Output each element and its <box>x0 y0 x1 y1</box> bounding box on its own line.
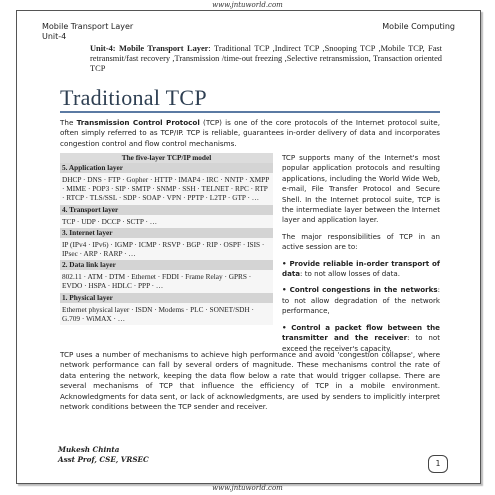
layer-heading: 2. Data link layer <box>60 260 273 270</box>
responsibility-title: • Control congestions in the networks <box>282 285 438 295</box>
mechanisms-paragraph: TCP uses a number of mechanisms to achieve high performance and avoid 'congestion collapse', where network performance can fall by several orders of magnitude. These mechanisms control the rate of data entering the network, keeping the data flow below a rate that would trigger collapse. There are several mechanisms of TCP that influence the efficiency of TCP in a mobile environment. Acknowledgments for data sent, or lack of acknowledgments, are used by senders to implicitly interpret network conditions between the TCP sender and receiver. <box>60 350 440 412</box>
layer-protocols: Ethernet physical layer · ISDN · Modems · PLC · SONET/SDH · G.709 · WiMAX · … <box>60 303 273 325</box>
responsibility-title: • Control a packet flow between the transmitter and the receiver <box>282 322 440 343</box>
unit-topics: : Traditional TCP ,Indirect TCP ,Snooping TCP ,Mobile TCP, Fast retransmit/fast recovery ,Transmission /time-out freezing ,Selective retransmission, Transaction oriented TCP <box>90 44 442 73</box>
intro-pre: The <box>60 118 77 127</box>
title-divider <box>60 111 440 113</box>
intro-term: Transmission Control Protocol <box>76 118 200 127</box>
header-unit: Unit-4 <box>42 32 67 41</box>
responsibility-item <box>282 259 440 280</box>
responsibility-title: • Provide reliable in-order transport of data <box>282 258 440 279</box>
layer-heading: 1. Physical layer <box>60 293 273 303</box>
responsibility-detail: : to not exceed the receiver's capacity. <box>282 333 440 353</box>
layer-protocols: 802.11 · ATM · DTM · Ethernet · FDDI · Frame Relay · GPRS · EVDO · HSPA · HDLC · PPP · … <box>60 270 273 292</box>
intro-post: (TCP) is one of the core protocols of the Internet protocol suite, often simply referred to as TCP/IP. TCP is reliable, guarantees in-order delivery of data and incorporates congestion control and flow control mechanisms. <box>60 118 441 148</box>
header-left <box>42 22 133 42</box>
page-title: Traditional TCP <box>60 85 207 110</box>
responsibility-item <box>282 285 440 316</box>
bottom-watermark: www.jntuworld.com <box>212 484 283 492</box>
layer-heading: 3. Internet layer <box>60 228 273 238</box>
tcp-apps-paragraph: TCP supports many of the Internet's most popular application protocols and resulting applications, including the World Wide Web, e-mail, File Transfer Protocol and Secure Shell. In the Internet protocol suite, TCP is the intermediate layer between the Internet layer and application layer. <box>282 153 440 225</box>
responsibility-detail: : to not allow losses of data. <box>300 269 400 279</box>
layer-protocols: TCP · UDP · DCCP · SCTP · … <box>60 215 273 228</box>
responsibilities-intro: The major responsibilities of TCP in an active session are to: <box>282 231 440 252</box>
author-signature <box>58 445 149 465</box>
layer-protocols: IP (IPv4 · IPv6) · IGMP · ICMP · RSVP · BGP · RIP · OSPF · ISIS · IPsec · ARP · RARP · … <box>60 238 273 260</box>
right-column <box>282 153 440 360</box>
author-name: Mukesh Chinta <box>58 445 120 454</box>
unit-label: Unit-4: Mobile Transport Layer <box>90 44 209 53</box>
layer-heading: 5. Application layer <box>60 163 273 173</box>
header-right: Mobile Computing <box>382 22 455 31</box>
page-number: 1 <box>428 455 448 473</box>
author-title: Asst Prof, CSE, VRSEC <box>58 455 149 464</box>
header-course: Mobile Transport Layer <box>42 22 134 31</box>
layer-heading: 4. Transport layer <box>60 205 273 215</box>
model-title: The five-layer TCP/IP model <box>60 153 273 163</box>
layer-protocols: DHCP · DNS · FTP · Gopher · HTTP · IMAP4 · IRC · NNTP · XMPP · MIME · POP3 · SIP · SMTP · SNMP · SSH · TELNET · RPC · RTP · RTCP · TLS/SSL · SDP · SOAP · VPN · PPTP · L2TP · GTP · … <box>60 173 273 205</box>
top-watermark: www.jntuworld.com <box>212 1 283 9</box>
unit-summary <box>90 44 442 74</box>
tcpip-model-table <box>60 153 273 345</box>
responsibility-detail: : to not allow degradation of the network performance, <box>282 285 440 316</box>
intro-paragraph <box>60 118 440 149</box>
